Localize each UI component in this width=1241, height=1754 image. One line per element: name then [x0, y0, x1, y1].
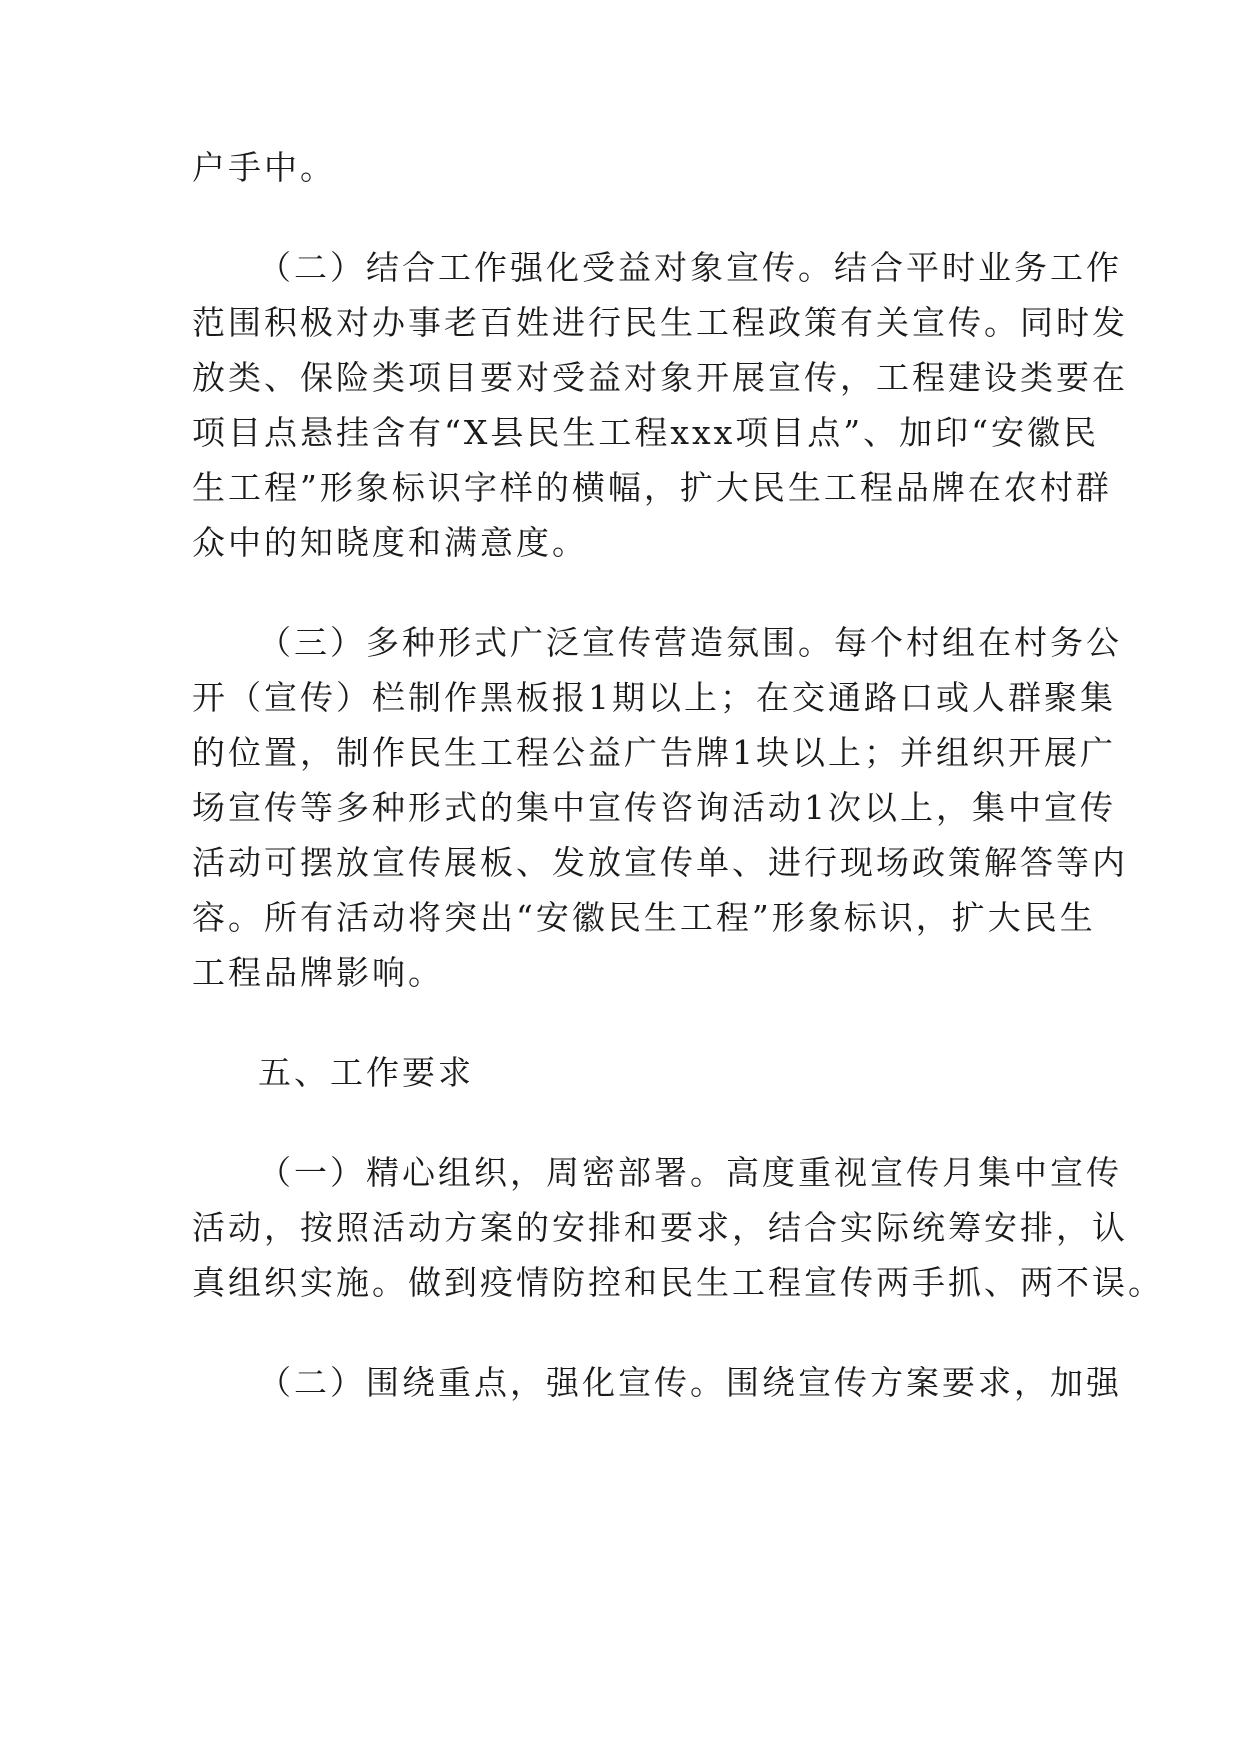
paragraph-line: 活动，按照活动方案的安排和要求，结合实际统筹安排，认	[192, 1208, 1128, 1247]
paragraph-line: 真组织实施。做到疫情防控和民生工程宣传两手抓、两不误。	[192, 1263, 1164, 1302]
paragraph-line: 项目点悬挂含有“X县民生工程xxx项目点”、加印“安徽民	[192, 413, 1099, 452]
paragraph-line: 众中的知晓度和满意度。	[192, 523, 588, 562]
paragraph-line: 生工程”形象标识字样的横幅，扩大民生工程品牌在农村群	[192, 468, 1112, 507]
paragraph-line: 范围积极对办事老百姓进行民生工程政策有关宣传。同时发	[192, 303, 1128, 342]
paragraph-line: 容。所有活动将突出“安徽民生工程”形象标识，扩大民生	[192, 898, 1096, 937]
paragraph-line: 开（宣传）栏制作黑板报1期以上；在交通路口或人群聚集	[192, 678, 1116, 717]
paragraph-line: 户手中。	[192, 148, 336, 187]
paragraph-line: （二）围绕重点，强化宣传。围绕宣传方案要求，加强	[258, 1363, 1122, 1402]
paragraph-line: 的位置，制作民生工程公益广告牌1块以上；并组织开展广	[192, 733, 1116, 772]
paragraph-line: 工程品牌影响。	[192, 953, 444, 992]
paragraph-line: （一）精心组织，周密部署。高度重视宣传月集中宣传	[258, 1153, 1122, 1192]
section-heading: 五、工作要求	[258, 1053, 474, 1092]
paragraph-line: （二）结合工作强化受益对象宣传。结合平时业务工作	[258, 248, 1122, 287]
paragraph-line: 放类、保险类项目要对受益对象开展宣传，工程建设类要在	[192, 358, 1128, 397]
paragraph-line: （三）多种形式广泛宣传营造氛围。每个村组在村务公	[258, 623, 1122, 662]
paragraph-line: 场宣传等多种形式的集中宣传咨询活动1次以上，集中宣传	[192, 788, 1116, 827]
paragraph-line: 活动可摆放宣传展板、发放宣传单、进行现场政策解答等内	[192, 843, 1128, 882]
